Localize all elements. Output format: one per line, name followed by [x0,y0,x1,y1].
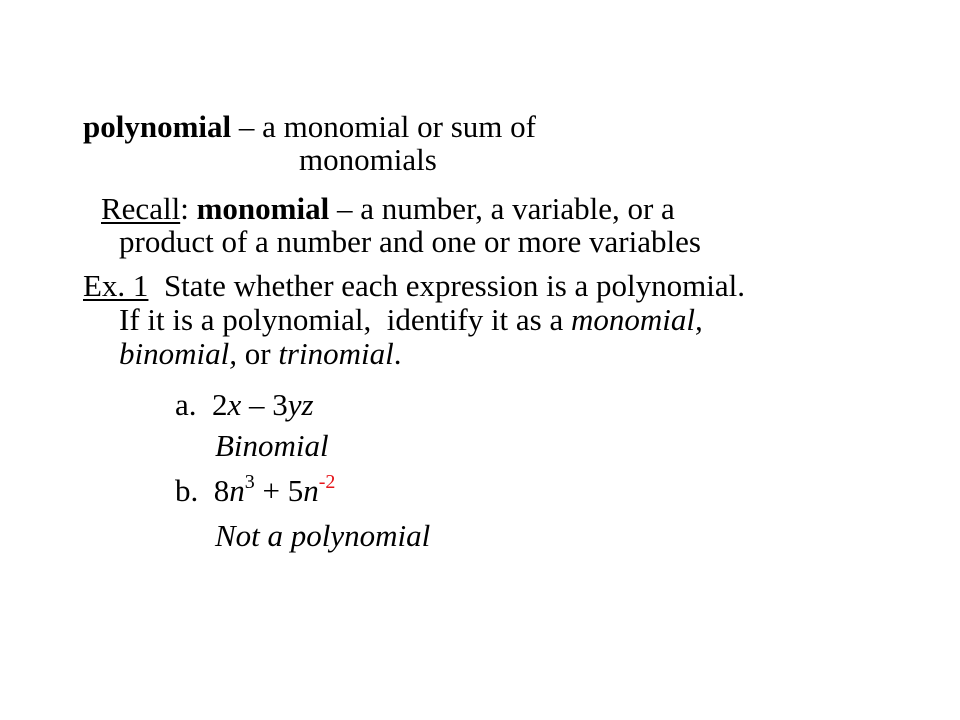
item-b-answer: Not a polynomial [215,518,431,553]
item-a-answer: Binomial [215,428,329,463]
item-b-letter: b. [175,473,214,508]
recall-text-2: product of a number and one or more variables [119,224,701,259]
recall-colon: : [180,191,197,226]
item-b-coef: 8 [213,473,230,508]
item-b-exponent-2: -2 [318,470,336,493]
recall-line-1 [101,193,675,225]
item-a-coef: 2 [212,387,228,422]
example-line-3 [119,338,401,370]
item-b-expression [175,470,336,508]
item-b-var2: n [303,473,319,508]
definition-dash: – [231,109,263,144]
definition-text-1: a monomial or sum of [262,109,536,144]
example-line-1 [83,270,745,302]
item-a-op: – 3 [241,387,288,422]
definition-line-2 [299,144,437,176]
example-line3-period: . [393,336,402,371]
recall-label: Recall [101,191,181,226]
definition-text-2: monomials [299,142,437,177]
example-label: Ex. 1 [83,268,149,303]
recall-term: monomial [196,191,330,226]
item-a-var2: yz [287,387,314,422]
item-a-expression [175,389,314,421]
example-line2-prefix: If it is a polynomial, identify it as a [119,302,571,337]
recall-line-2 [119,226,701,258]
recall-dash: – [329,191,361,226]
example-line2-monomial: monomial, [571,302,703,337]
example-line3-trinomial: trinomial [278,336,394,371]
recall-text-1: a number, a variable, or a [360,191,675,226]
example-line3-binomial: binomial, [119,336,237,371]
example-instruction-1: State whether each expression is a polynomial. [148,268,746,303]
example-line3-or: or [236,336,279,371]
item-b-op: + 5 [254,473,304,508]
definition-term: polynomial [83,109,232,144]
item-a-var1: x [227,387,242,422]
definition-line-1 [83,111,536,143]
item-a-letter: a. [175,387,213,422]
item-b-exponent-1: 3 [244,470,255,493]
item-b-var1: n [229,473,245,508]
example-line-2 [119,304,703,336]
